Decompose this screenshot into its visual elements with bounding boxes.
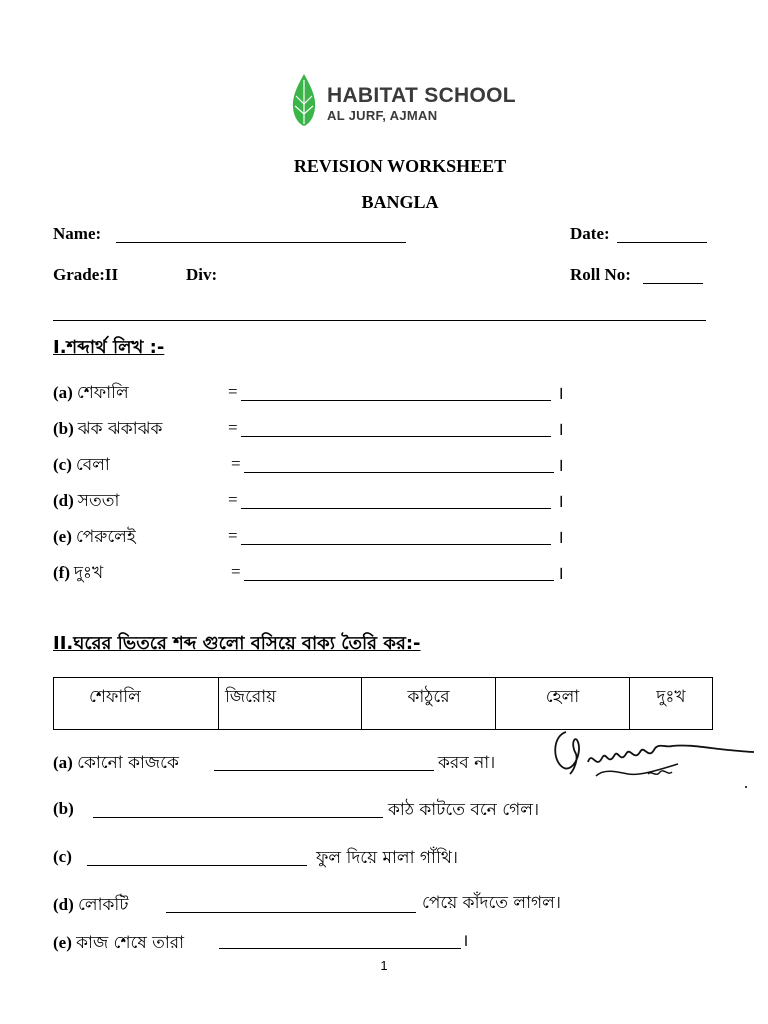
meaning-answer-field[interactable] (241, 436, 551, 437)
sentence-a: (a) কোনো কাজকে (53, 753, 179, 773)
meaning-row-word: দুঃখ (73, 563, 104, 583)
sentence-a-blank[interactable] (214, 770, 434, 771)
danda-mark: । (557, 527, 564, 548)
div-label: Div: (186, 265, 218, 284)
sentence-d: (d) লোকটি (53, 895, 129, 915)
word-bank-cell: কাঠুরে (362, 678, 496, 730)
danda-mark: । (557, 491, 564, 512)
section2-heading: II.ঘরের ভিতরে শব্দ গুলো বসিয়ে বাক্য তৈরি কর:- (53, 633, 421, 654)
meaning-row-label: (f) (53, 563, 70, 582)
leaf-logo-icon (290, 72, 318, 128)
equals-sign: = (228, 526, 238, 545)
name-label: Name: (53, 224, 102, 243)
date-label: Date: (570, 224, 610, 243)
meaning-row-f (53, 560, 103, 588)
equals-sign: = (231, 562, 241, 581)
meaning-answer-field[interactable] (241, 508, 551, 509)
word-bank-cell: দুঃখ (630, 678, 713, 730)
name-field[interactable] (116, 242, 406, 243)
danda-mark: । (557, 563, 564, 584)
meaning-row-a (53, 380, 129, 408)
sentence-c-blank[interactable] (87, 865, 307, 866)
meaning-row-label: (a) (53, 383, 73, 402)
word-bank-cell: জিরোয় (219, 678, 362, 730)
equals-sign: = (231, 454, 241, 473)
stray-mark (745, 786, 747, 788)
meaning-row-d (53, 488, 119, 516)
sentence-b-label: (b) (53, 799, 74, 818)
meaning-answer-field[interactable] (244, 472, 554, 473)
meaning-row-word: বেলা (75, 455, 110, 475)
meaning-row-label: (c) (53, 455, 72, 474)
teacher-signature (548, 722, 763, 792)
word-bank-cell: শেফালি (54, 678, 219, 730)
sentence-c-label: (c) (53, 847, 72, 866)
meaning-row-e (53, 524, 136, 552)
sentence-b-blank[interactable] (93, 817, 383, 818)
sentence-c-end: ফুল দিয়ে মালা গাঁথি। (316, 848, 458, 868)
danda-mark: । (557, 419, 564, 440)
worksheet-title: REVISION WORKSHEET (293, 156, 507, 176)
roll-field[interactable] (643, 283, 703, 284)
meaning-row-word: শেফালি (76, 383, 129, 403)
page-number: 1 (380, 958, 388, 973)
sentence-d-end: পেয়ে কাঁদতে লাগল। (422, 893, 561, 913)
danda-mark: । (557, 455, 564, 476)
sentence-a-end: করব না। (438, 753, 496, 773)
school-location: AL JURF, AJMAN (327, 108, 438, 123)
equals-sign: = (228, 418, 238, 437)
school-name: HABITAT SCHOOL (327, 84, 516, 107)
sentence-d-blank[interactable] (166, 912, 416, 913)
meaning-answer-field[interactable] (244, 580, 554, 581)
grade-label: Grade:II (53, 265, 119, 284)
roll-label: Roll No: (570, 265, 631, 284)
subject-title: BANGLA (361, 192, 439, 212)
meaning-row-word: পেরুলেই (75, 527, 136, 547)
meaning-row-label: (e) (53, 527, 72, 546)
danda-mark: । (557, 383, 564, 404)
meaning-row-word: ঝক ঝকাঝক (77, 419, 163, 439)
divider (53, 320, 706, 321)
meaning-row-b (53, 416, 162, 444)
meaning-row-c (53, 452, 110, 480)
meaning-answer-field[interactable] (241, 400, 551, 401)
equals-sign: = (228, 490, 238, 509)
meaning-row-word: সততা (77, 491, 120, 511)
equals-sign: = (228, 382, 238, 401)
sentence-b-end: কাঠ কাটতে বনে গেল। (388, 800, 540, 820)
meaning-answer-field[interactable] (241, 544, 551, 545)
word-bank-cell: হেলা (496, 678, 630, 730)
sentence-e: (e) কাজ শেষে তারা (53, 933, 185, 953)
sentence-e-end: । (462, 931, 469, 951)
meaning-row-label: (b) (53, 419, 74, 438)
meaning-row-label: (d) (53, 491, 74, 510)
date-field[interactable] (617, 242, 707, 243)
section1-heading: I.শব্দার্থ লিখ :- (53, 337, 165, 358)
sentence-e-blank[interactable] (219, 948, 461, 949)
